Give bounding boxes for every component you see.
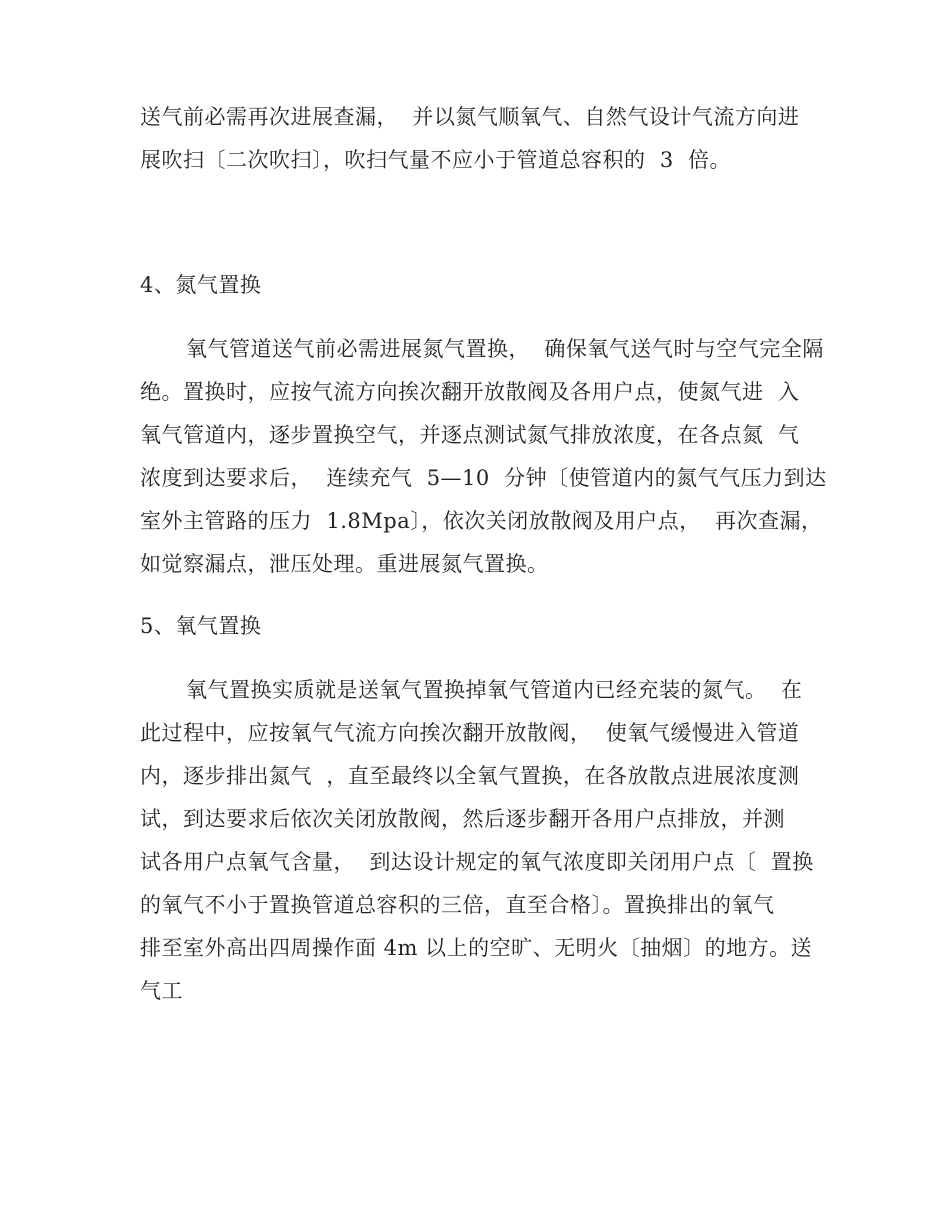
section-5-line-2: 此过程中，应按氧气气流方向挨次翻开放散阀， 使氧气缓慢进入管道 <box>140 721 800 745</box>
section-5-line-6: 的氧气不小于置换管道总容积的三倍，直至合格〕。置换排出的氧气 <box>140 893 775 917</box>
section-4-heading: 4、氮气置换 <box>140 273 262 297</box>
intro-line-2: 展吹扫〔二次吹扫〕，吹扫气量不应小于管道总容积的 3 倍。 <box>140 148 732 172</box>
section-4-line-3: 氧气管道内，逐步置换空气，并逐点测试氮气排放浓度，在各点氮 气 <box>140 423 800 447</box>
section-5-line-7: 排至室外高出四周操作面 4m 以上的空旷、无明火〔抽烟〕的地方。送 <box>140 936 813 960</box>
section-4-line-1: 氧气管道送气前必需进展氮气置换， 确保氧气送气时与空气完全隔 <box>186 337 824 361</box>
section-5-line-8: 气工 <box>140 979 183 1003</box>
section-4-line-6: 如觉察漏点，泄压处理。重进展氮气置换。 <box>140 552 549 576</box>
section-5-line-3: 内，逐步排出氮气 ，直至最终以全氧气置换，在各放散点进展浓度测 <box>140 764 800 788</box>
section-5-line-5: 试各用户点氧气含量， 到达设计规定的氧气浓度即关闭用户点〔 置换 <box>140 850 814 874</box>
section-5-line-1: 氧气置换实质就是送氧气置换掉氧气管道内已经充装的氮气。 在 <box>186 678 803 702</box>
section-4-line-5: 室外主管路的压力 1.8Mpa〕，依次关闭放散阀及用户点， 再次查漏， <box>140 509 823 533</box>
section-4-line-4: 浓度到达要求后， 连续充气 5—10 分钟〔使管道内的氮气气压力到达 <box>140 466 827 490</box>
section-5-line-4: 试，到达要求后依次关闭放散阀，然后逐步翻开各用户点排放，并测 <box>140 807 785 831</box>
section-5-heading: 5、氧气置换 <box>140 614 262 638</box>
intro-line-1: 送气前必需再次进展查漏， 并以氮气顺氧气、自然气设计气流方向进 <box>140 105 800 129</box>
section-4-line-2: 绝。置换时，应按气流方向挨次翻开放散阀及各用户点，使氮气进 入 <box>140 380 800 404</box>
